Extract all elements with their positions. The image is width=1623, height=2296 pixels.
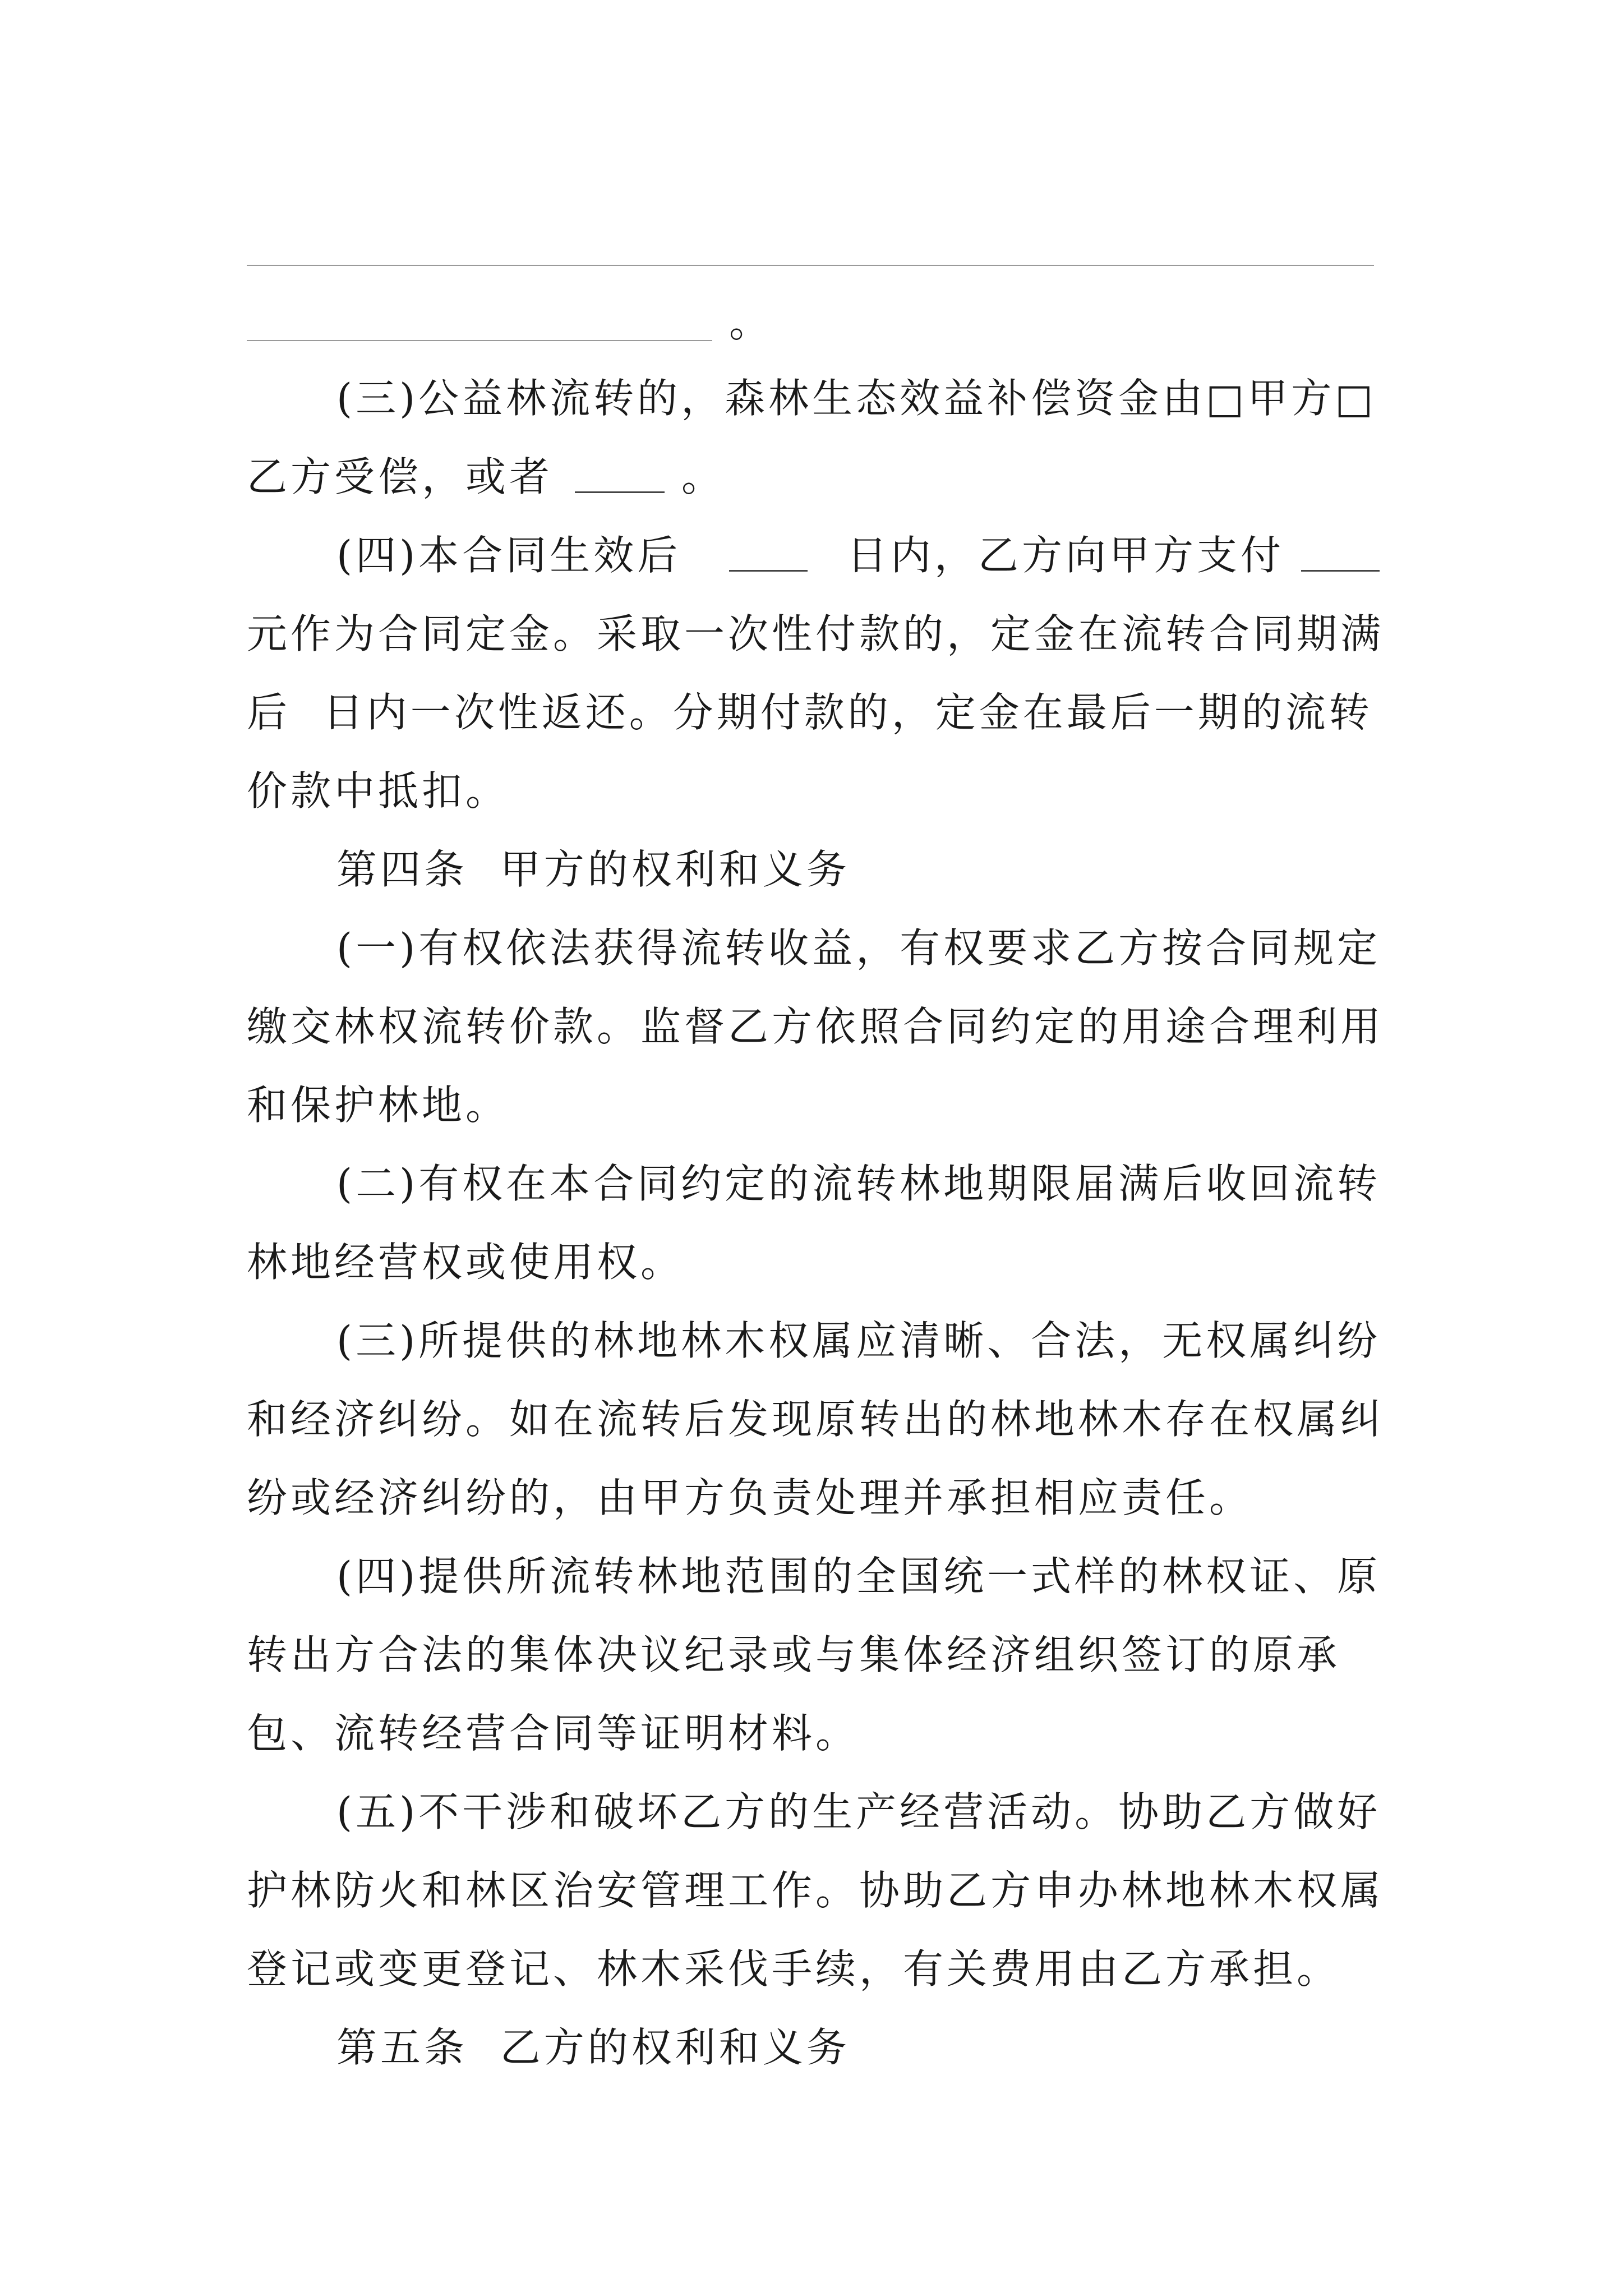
paragraph-line: 。 [681, 453, 726, 500]
paragraph-line: 护林防火和林区治安管理工作。协助乙方申办林地林木权属 [247, 1867, 1385, 1914]
closing-period: 。 [729, 299, 770, 346]
fill-in-blank [729, 534, 808, 572]
paragraph-line: 元作为合同定金。采取一次性付款的，定金在流转合同期满 [247, 610, 1385, 657]
paragraph-line: 林地经营权或使用权。 [247, 1239, 685, 1286]
paragraph-line: 和经济纠纷。如在流转后发现原转出的林地林木存在权属纠 [247, 1396, 1385, 1443]
paragraph-line: (五)不干涉和破坏乙方的生产经营活动。协助乙方做好 [336, 1788, 1381, 1835]
paragraph-line: 包、流转经营合同等证明材料。 [247, 1710, 860, 1757]
paragraph-line: (四)本合同生效后 [336, 532, 681, 579]
paragraph-line: 转出方合法的集体决议纪录或与集体经济组织签订的原承 [247, 1631, 1341, 1678]
paragraph-line: 缴交林权流转价款。监督乙方依照合同约定的用途合理利用 [247, 1003, 1385, 1050]
paragraph-line: (三)公益林流转的，森林生态效益补偿资金由□甲方□ [336, 375, 1377, 422]
fill-in-rule-top [247, 265, 1374, 266]
paragraph-line: (二)有权在本合同约定的流转林地期限届满后收回流转 [336, 1160, 1381, 1207]
paragraph-line: 纷或经济纠纷的，由甲方负责处理并承担相应责任。 [247, 1474, 1253, 1521]
paragraph-line: 后 日内一次性返还。分期付款的，定金在最后一期的流转 [247, 689, 1373, 736]
paragraph-line: 和保护林地。 [247, 1082, 510, 1129]
paragraph-line: (四)提供所流转林地范围的全国统一式样的林权证、原 [336, 1553, 1381, 1600]
paragraph-line: 日内，乙方向甲方支付 [847, 532, 1285, 579]
section-heading: 第五条 乙方的权利和义务 [336, 2024, 850, 2071]
paragraph-line: 登记或变更登记、林木采伐手续，有关费用由乙方承担。 [247, 1945, 1341, 1993]
fill-in-blank [575, 455, 665, 493]
paragraph-line: 价款中抵扣。 [247, 767, 510, 815]
paragraph-line: (一)有权依法获得流转收益，有权要求乙方按合同规定 [336, 924, 1381, 972]
section-heading: 第四条 甲方的权利和义务 [336, 846, 850, 893]
fill-in-rule-second [247, 340, 712, 341]
paragraph-line: (三)所提供的林地林木权属应清晰、合法，无权属纠纷 [336, 1317, 1381, 1364]
paragraph-line: 乙方受偿，或者 [247, 453, 554, 500]
fill-in-blank [1301, 534, 1380, 572]
